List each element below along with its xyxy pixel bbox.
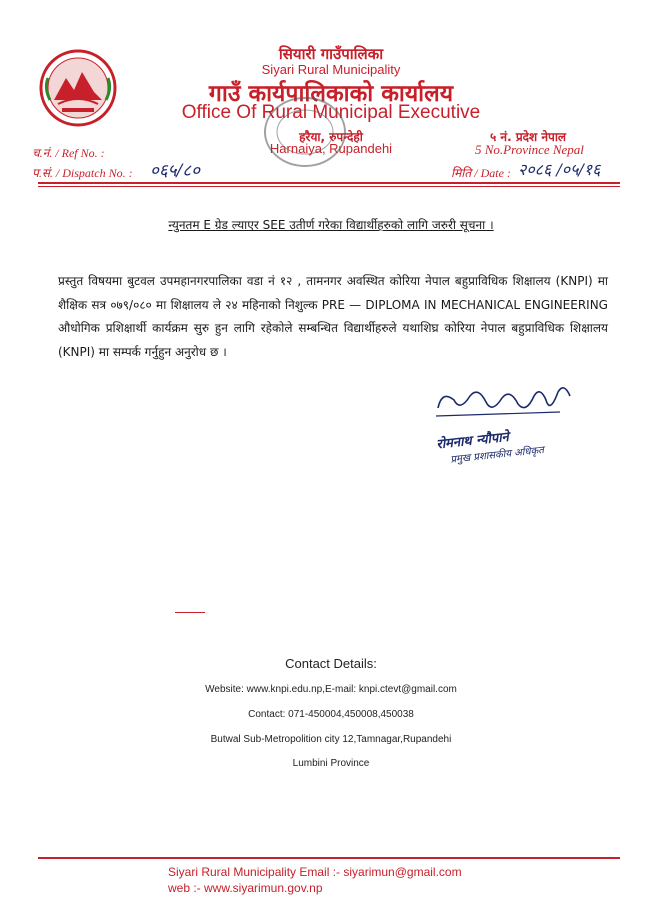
signatory-title: प्रमुख प्रशासकीय अधिकृत [449,445,545,466]
location-english: Harnaiya, Rupandehi [269,141,393,156]
contact-heading: Contact Details: [285,656,377,671]
contact-website-email: Website: www.knpi.edu.np,E-mail: knpi.ctevt@gmail.com [205,684,457,695]
contact-phone: Contact: 071-450004,450008,450038 [248,709,414,720]
office-stamp-icon [260,92,350,172]
stray-mark [175,612,205,613]
province-english: 5 No.Province Nepal [475,142,584,157]
dispatch-no-value: ०६५/८० [150,161,200,181]
dispatch-no-label: प.सं. / Dispatch No. : [32,166,133,180]
location-nepali: हरैया, रुपन्देही [299,130,363,144]
footer-website: web :- www.siyarimun.gov.np [168,881,323,895]
signatory-name: रोमनाथ न्यौपाने [435,429,510,453]
notice-title: न्युनतम E ग्रेड ल्याएर SEE उतीर्ण गरेका विद्यार्थीहरुको लागि जरुरी सूचना । [168,218,494,232]
contact-province: Lumbini Province [292,758,370,769]
header-divider-thin [38,186,620,187]
office-title-nepali: गाउँ कार्यपालिकाको कार्यालय [208,81,454,107]
date-value: २०८६ /०५/१६ [518,160,601,179]
province-nepali: ५ नं. प्रदेश नेपाल [490,130,567,144]
signature-scribble-icon [430,378,580,423]
footer-email: Siyari Rural Municipality Email :- siyarimun@gmail.com [168,865,462,879]
footer-divider [38,857,620,859]
office-title-english: Office Of Rural Municipal Executive [181,102,481,123]
notice-body: प्रस्तुत विषयमा बुटवल उपमहानगरपालिका वडा नं १२ , तामनगर अवस्थित कोरिया नेपाल बहुप्राविधिक शिक्षालय (KNPI) मा शैक्षिक सत्र ०७९/०८० मा शिक्षालय ले २४ महिनाको निशुल्क PRE — DIPLOMA IN MECHANICAL ENGINEERING औधोगिक प्रशिक्षार्थी कार्यक्रम सुरु हुन लागि रहेकोले सम्बन्धित विद्यार्थीहरुले यथाशिघ्र कोरिया नेपाल बहुप्राविधिक शिक्षालय (KNPI) मा सम्पर्क गर्नुहुन अनुरोध छ । [58,274,608,359]
contact-address: Butwal Sub-Metropolition city 12,Tamnagar,Rupandehi [210,734,452,745]
ref-no-label: च.नं. / Ref No. : [32,146,105,160]
header-divider [38,182,620,184]
signature-block [430,378,580,468]
date-label: मिति / Date : [451,166,511,180]
municipality-name-english: Siyari Rural Municipality [261,62,401,77]
municipality-name-nepali: सियारी गाउँपालिका [278,45,384,63]
